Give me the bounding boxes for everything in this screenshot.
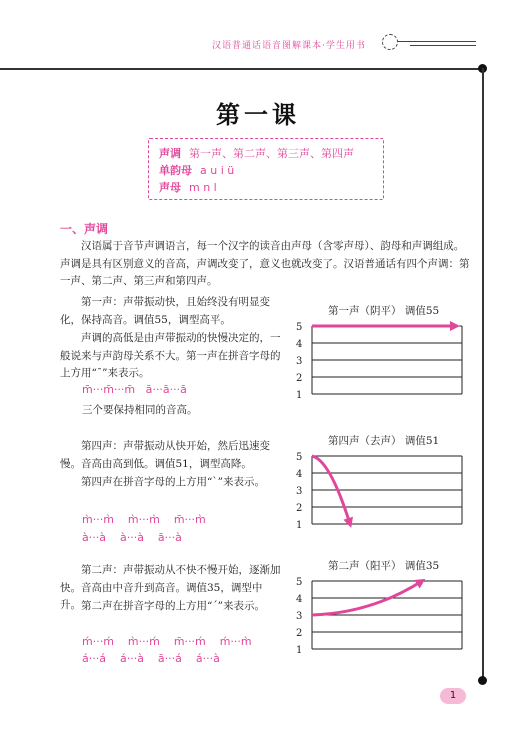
tone2-examples: á···á á···à ā···á á···à bbox=[82, 652, 220, 665]
chart-title: 第二声（阳平） 调值35 bbox=[328, 560, 440, 572]
header-rule bbox=[410, 45, 476, 46]
pitch-tick-label: 4 bbox=[296, 594, 303, 605]
header-rule bbox=[398, 41, 476, 42]
tone-chart-svg bbox=[292, 555, 472, 665]
header-circle-icon bbox=[382, 34, 398, 50]
pitch-tick-label: 2 bbox=[296, 628, 303, 639]
pitch-tick-label: 4 bbox=[296, 339, 303, 350]
tone4-examples: à···à à···à ā···à bbox=[82, 531, 182, 544]
summary-value: m n l bbox=[189, 181, 217, 194]
tone2-paragraph: 第二声在拼音字母的上方用“ˊ”来表示。 bbox=[81, 600, 265, 612]
chart-title: 第四声（去声） 调值51 bbox=[328, 435, 440, 447]
tone1-paragraph: 三个要保持相同的音高。 bbox=[82, 404, 198, 416]
page-number: 1 bbox=[440, 688, 466, 704]
summary-label: 单韵母 bbox=[159, 164, 192, 177]
running-header: 汉语普通话语音图解课本·学生用书 bbox=[212, 41, 366, 51]
right-rule bbox=[482, 68, 484, 680]
chart-title: 第一声（阴平） 调值55 bbox=[328, 305, 440, 317]
pitch-tick-label: 3 bbox=[296, 611, 303, 622]
tone1-paragraph: 声调的高低是由声带振动的快慢决定的，一般说来与声韵母关系不大。第一声在拼音字母的上方用“ˉ”来表示。 bbox=[60, 332, 281, 379]
pitch-tick-label: 5 bbox=[296, 322, 303, 333]
section-heading: 一、声调 bbox=[60, 222, 109, 236]
top-rule bbox=[0, 68, 482, 70]
tone2-paragraph: 第二声：声带振动从不快不慢开始，逐渐加快。音高由中音升到高音。调值35，调型中升。 bbox=[60, 564, 281, 611]
tone4-paragraph: 第四声在拼音字母的上方用“ˋ”来表示。 bbox=[81, 476, 265, 488]
tone-chart-svg bbox=[292, 430, 472, 540]
contour-arrowhead bbox=[343, 517, 353, 528]
pitch-tick-label: 5 bbox=[296, 452, 303, 463]
summary-value: 第一声、第二声、第三声、第四声 bbox=[189, 147, 354, 160]
pitch-tick-label: 1 bbox=[296, 520, 303, 531]
intro-paragraph: 汉语属于音节声调语言，每一个汉字的读音由声母（含零声母）、韵母和声调组成。声调是具有区别意义的音高，声调改变了，意义也就改变了。汉语普通话有四个声调：第一声、第二声、第三声和第四声。 bbox=[60, 240, 470, 287]
summary-box bbox=[148, 138, 384, 200]
tone2-examples: ḿ···ḿ m̀···ḿ m̄···ḿ ḿ···m̀ bbox=[82, 635, 252, 648]
pitch-tick-label: 1 bbox=[296, 390, 303, 401]
contour-arrowhead bbox=[450, 321, 460, 331]
pitch-tick-label: 3 bbox=[296, 486, 303, 497]
tone4-paragraph: 第四声：声带振动从快开始，然后迅速变慢。音高由高到低。调值51，调型高降。 bbox=[60, 440, 270, 470]
pitch-tick-label: 4 bbox=[296, 469, 303, 480]
tone-chart bbox=[292, 430, 472, 540]
tone1-paragraph: 第一声：声带振动快，且始终没有明显变化，保持高音。调值55，调型高平。 bbox=[60, 296, 270, 326]
pitch-tick-label: 3 bbox=[296, 356, 303, 367]
lesson-title: 第一课 bbox=[216, 100, 300, 129]
pitch-tick-label: 1 bbox=[296, 645, 303, 656]
summary-value: a u i ü bbox=[200, 164, 235, 177]
tone-chart bbox=[292, 555, 472, 665]
pitch-tick-label: 2 bbox=[296, 503, 303, 514]
summary-label: 声调 bbox=[159, 147, 181, 160]
tone4-examples: m̀···m̀ m̀···m̀ m̄···m̀ bbox=[82, 513, 206, 526]
summary-label: 声母 bbox=[159, 181, 181, 194]
tone-chart bbox=[292, 300, 472, 410]
pitch-tick-label: 5 bbox=[296, 577, 303, 588]
right-rule-dot bbox=[478, 676, 487, 685]
tone-chart-svg bbox=[292, 300, 472, 410]
tone1-examples: m̄···m̄···m̄ ā···ā···ā bbox=[82, 383, 187, 396]
pitch-tick-label: 2 bbox=[296, 373, 303, 384]
